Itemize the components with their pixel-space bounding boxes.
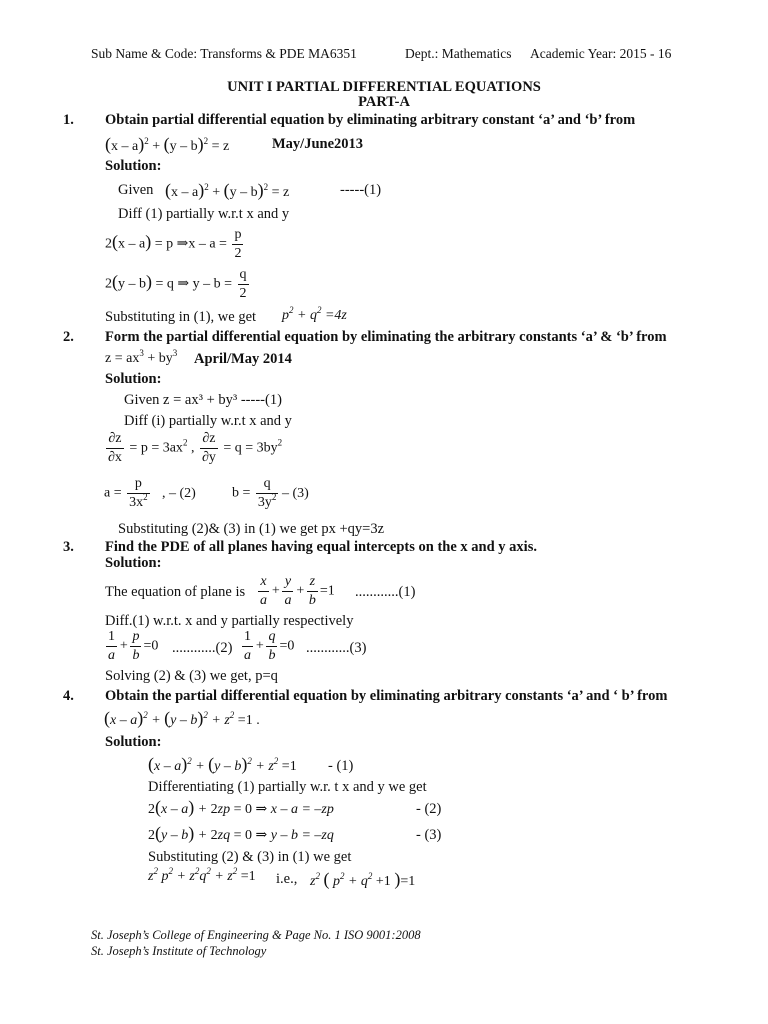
- q2-tag3: – (3): [282, 486, 309, 501]
- q1-number: 1.: [63, 112, 74, 128]
- header-subject: Sub Name & Code: Transforms & PDE MA6351: [91, 46, 357, 61]
- q3-eq3: $\frac{1}{a}$ + $\frac{q}{b}$ =0: [244, 629, 295, 663]
- unit-title: UNIT I PARTIAL DIFFERENTIAL EQUATIONS: [227, 79, 541, 95]
- footer-line2: St. Joseph’s Institute of Technology: [91, 944, 267, 958]
- q4-tag2: - (2): [416, 801, 442, 817]
- q1-exam: May/June2013: [272, 136, 364, 152]
- part-title: PART-A: [358, 94, 410, 110]
- q1-diff: Diff (1) partially w.r.t x and y: [118, 206, 290, 222]
- q3-eq2: $\frac{1}{a}$ + $\frac{p}{b}$ =0: [108, 629, 159, 663]
- footer-line1: St. Joseph’s College of Engineering & Page No. 1 ISO 9001:2008: [91, 928, 421, 942]
- q4-solution-label: Solution:: [105, 734, 162, 750]
- q1-text: Obtain partial differential equation by eliminating arbitrary constant ‘a’ and ‘b’ from: [105, 112, 636, 128]
- q2-a-solution: a = $\frac{p}{3x^2}$: [104, 476, 148, 510]
- q2-solution-label: Solution:: [105, 371, 162, 387]
- q1-solution-label: Solution:: [105, 158, 162, 174]
- q1-step-x: 2(x – a) = p ⇒x – a = $\frac{p}{2}$: [105, 227, 242, 261]
- q4-given-equation: $(x - a)^2 + (y - b)^2 + z^2 =1$: [148, 754, 297, 774]
- q2-text: Form the partial differential equation by eliminating the arbitrary constants ‘a’ & ‘b’ from: [105, 329, 667, 345]
- q4-diff: Differentiating (1) partially w.r. t x and y we get: [148, 779, 427, 795]
- q4-result-factored: $z^2$ ( $p^2 + q^2 +1$ )=1: [310, 869, 416, 889]
- q2-subst: Substituting (2)& (3) in (1) we get px +qy=3z: [118, 521, 385, 537]
- q1-step-y: 2(y – b) = q ⇒ y – b = $\frac{q}{2}$: [105, 267, 247, 301]
- q3-solution-label: Solution:: [105, 555, 162, 571]
- q4-subst: Substituting (2) & (3) in (1) we get: [148, 849, 352, 865]
- q2-exam: April/May 2014: [194, 351, 292, 367]
- q4-result: $z^2$ $p^2 + z^2q^2 + z^2 =1$: [148, 866, 256, 884]
- q2-partials: $\frac{\partial z}{\partial x}$ = $p = 3ax^2$ , $\frac{\partial z}{\partial y}$ = $q = 3by^2$: [108, 431, 283, 465]
- q3-eq-intro: The equation of plane is: [105, 584, 246, 600]
- header-dept: Dept.: Mathematics: [405, 46, 512, 61]
- q3-tag2: ............(2): [172, 640, 233, 656]
- q1-given-equation: (x – a)$^2$ + (y – b)$^2$ = z: [165, 180, 290, 200]
- q2-number: 2.: [63, 329, 74, 345]
- q3-number: 3.: [63, 539, 74, 555]
- q2-b-solution: b = $\frac{q}{3y^2}$: [232, 476, 277, 510]
- q1-tag1: -----(1): [340, 182, 382, 198]
- q2-given: Given z = ax³ + by³ -----(1): [124, 392, 282, 408]
- q1-equation: (x – a)$^2$ + (y – b)$^2$ = z: [105, 134, 230, 154]
- q1-subst: Substituting in (1), we get: [105, 309, 257, 325]
- q4-equation: $(x - a)^2 + (y - b)^2 + z^2 =1$ .: [104, 708, 260, 728]
- q3-diff: Diff.(1) w.r.t. x and y partially respectively: [105, 613, 354, 629]
- q4-text: Obtain the partial differential equation by eliminating arbitrary constants ‘a’ and ‘ b’ from: [105, 688, 668, 704]
- q4-number: 4.: [63, 688, 74, 704]
- q3-text: Find the PDE of all planes having equal intercepts on the x and y axis.: [105, 539, 537, 555]
- q4-ie: i.e.,: [276, 871, 298, 887]
- q3-plane-equation: $\frac{x}{a}$ + $\frac{y}{a}$ + $\frac{z}{b}$ =1: [260, 574, 335, 608]
- q4-tag1: - (1): [328, 758, 354, 774]
- q2-equation: $z = ax^3 + by^3$: [105, 348, 178, 366]
- q4-tag3: - (3): [416, 827, 442, 843]
- q3-tag1: ............(1): [355, 584, 416, 600]
- q1-given-label: Given: [118, 182, 154, 198]
- header-year: Academic Year: 2015 - 16: [530, 46, 672, 61]
- q1-result: $p^2 + q^2 =4z$: [282, 305, 347, 323]
- q4-step-y: 2(y – b) + 2zq = 0 ⇒ y – b = –zq: [148, 823, 334, 843]
- q2-tag2: , – (2): [162, 486, 196, 501]
- q3-solve: Solving (2) & (3) we get, p=q: [105, 668, 278, 684]
- q3-tag3: ............(3): [306, 640, 367, 656]
- q2-diff: Diff (i) partially w.r.t x and y: [124, 413, 292, 429]
- q4-step-x: 2(x – a) + 2zp = 0 ⇒ x – a = –zp: [148, 797, 334, 817]
